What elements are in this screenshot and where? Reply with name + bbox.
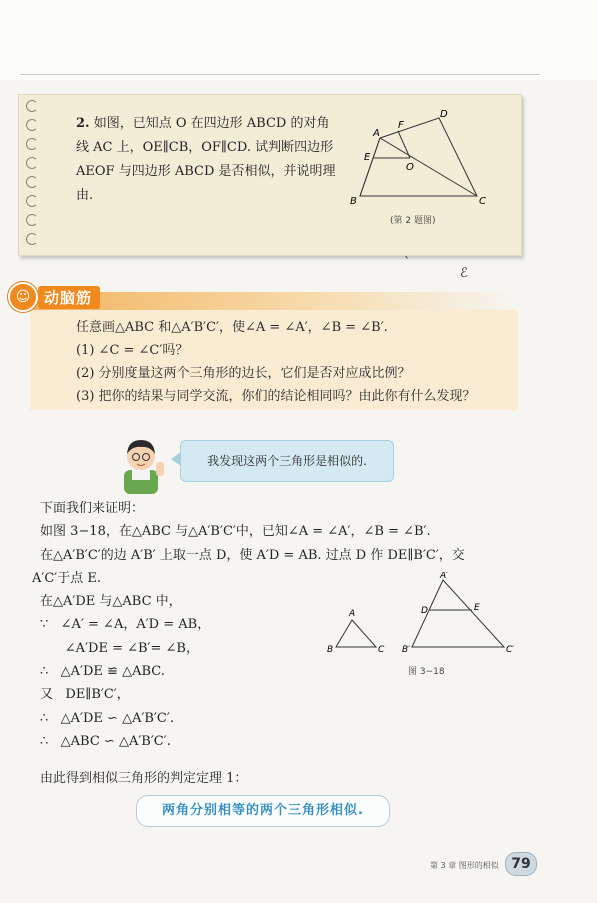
proof-line: ∴ △ABC ∽ △A′B′C′.: [40, 733, 171, 749]
ring-icon: [26, 214, 38, 226]
label-E: E: [474, 603, 480, 613]
proof-line: A′C′于点 E.: [32, 570, 101, 586]
proof-line: ∴ △A′DE ≌ △ABC.: [40, 664, 165, 680]
chapter-footer: 第 3 章 图形的相似: [430, 861, 499, 870]
proof-line: ∠A′DE = ∠B′= ∠B，: [40, 640, 199, 656]
proof-line: 下面我们来证明：: [40, 501, 145, 516]
exercise-line: AEOF 与四边形 ABCD 是否相似，并说明理由.: [76, 164, 336, 203]
theorem-box: 两角分别相等的两个三角形相似.: [136, 795, 390, 827]
proof-line: 如图 3−18，在△ABC 与△A′B′C′中，已知∠A = ∠A′，∠B = ∠B′.: [40, 524, 431, 540]
pencil-mark: ℰ: [460, 266, 468, 281]
speech-bubble: 我发现这两个三角形是相似的.: [180, 440, 394, 482]
proof-line: ∴ △A′DE ∽ △A′B′C′.: [40, 710, 174, 726]
ring-icon: [26, 157, 38, 169]
label-C-prime: C′: [506, 645, 515, 655]
label-B: B: [327, 645, 334, 655]
exercise-number: 2.: [76, 116, 90, 131]
page-number: 79: [505, 852, 537, 876]
think-line: (1) ∠C = ∠C′吗？: [76, 343, 189, 358]
proof-line: 在△A′B′C′的边 A′B′ 上取一点 D，使 A′D = AB. 过点 D 作 DE∥B′C′，交: [40, 547, 465, 563]
label-C: C: [479, 196, 486, 207]
proof-line: 在△A′DE 与△ABC 中，: [40, 594, 182, 610]
think-label: 动脑筋: [38, 286, 100, 309]
label-A: A: [373, 128, 380, 139]
label-D: D: [421, 606, 428, 616]
ring-icon: [26, 100, 38, 112]
ring-icon: [26, 176, 38, 188]
label-D: D: [440, 109, 448, 120]
pencil-mark: ˋ: [404, 256, 411, 271]
exercise-text: [76, 112, 338, 208]
ring-icon: [26, 119, 38, 131]
think-text: [76, 316, 516, 408]
exercise-line: 如图，已知点 O 在四边形 ABCD 的对角: [93, 116, 330, 131]
label-A: A: [349, 609, 356, 619]
label-C: C: [378, 645, 385, 655]
brain-icon: ☺: [8, 282, 38, 312]
top-rule: [20, 74, 540, 75]
think-line: (3) 把你的结果与同学交流，你们的结论相同吗？由此你有什么发现？: [76, 389, 476, 404]
label-O: O: [406, 162, 414, 173]
ring-icon: [26, 233, 38, 245]
proof-line: 又 DE∥B′C′，: [40, 687, 130, 703]
scan-top-margin: [0, 0, 597, 80]
think-line: (2) 分别度量这两个三角形的边长，它们是否对应成比例？: [76, 366, 411, 381]
proof-line: ∵ ∠A′ = ∠A，A′D = AB，: [40, 617, 211, 633]
exercise-figure-caption: (第 2 题图): [390, 216, 436, 226]
think-line: 任意画△ABC 和△A′B′C′，使∠A = ∠A′，∠B = ∠B′.: [76, 320, 388, 335]
ring-icon: [26, 195, 38, 207]
figure-3-18: [322, 572, 532, 662]
student-character-icon: [110, 432, 172, 494]
label-B: B: [350, 196, 357, 207]
label-B-prime: B′: [402, 645, 411, 655]
label-A-prime: A′: [440, 572, 449, 581]
small-triangle: [336, 620, 376, 647]
theorem-intro: 由此得到相似三角形的判定定理 1：: [40, 771, 248, 786]
binder-rings: [26, 100, 40, 250]
ring-icon: [26, 138, 38, 150]
label-E: E: [364, 152, 371, 163]
exercise-line: 线 AC 上，OE∥CB，OF∥CD. 试判断四边形: [76, 140, 334, 155]
label-F: F: [398, 120, 404, 131]
figure-3-18-caption: 图 3−18: [408, 667, 445, 677]
